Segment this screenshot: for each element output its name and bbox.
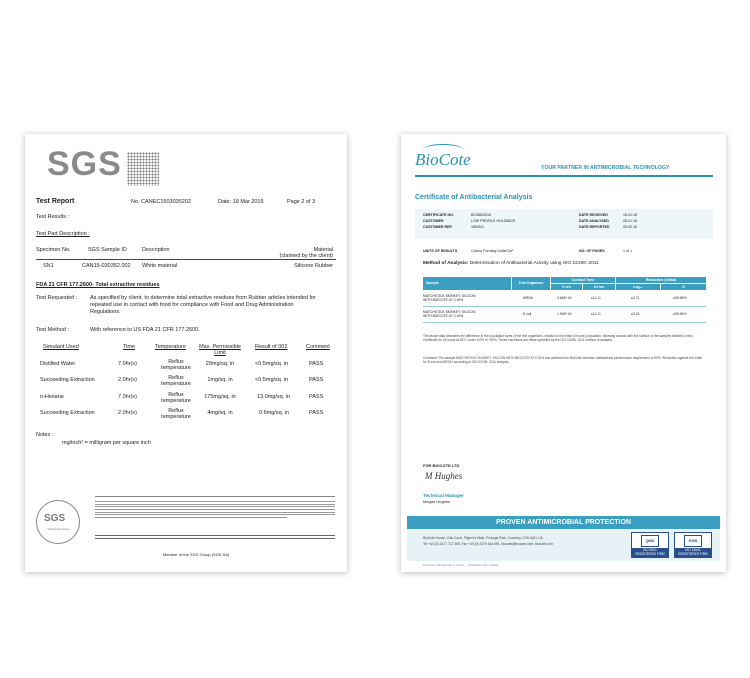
certificate-title: Certificate of Antibacterial Analysis: [415, 194, 533, 201]
info-value: 28.01.18: [623, 219, 637, 223]
th-log: Log₁₀: [616, 284, 660, 290]
td-0hrs: 1.94E+04: [557, 312, 572, 316]
row-time: 7.0hr(s): [118, 394, 137, 400]
sgs-logo: [47, 144, 159, 184]
iso-9001-badge: [631, 532, 669, 558]
procedure-footnote: Procedure: FM Appendix 1 | Issue 4 — 15/03/2021 | Ref.: Hughes: [423, 564, 499, 567]
signature: M Hughes: [425, 471, 463, 481]
row-limit: 175mg/sq. in: [204, 394, 236, 400]
results-comment: Comment: The sample MATCHSTICK MONKEY, SILICON WITH BIOCOTE AT 0.15% has achieved the BioCote minimum antibacterial performance requirement of 90% *Reduction against the Initial for E.coli and MRSA* according to ISO 22196: 2011 analysis.: [423, 356, 702, 365]
sgs-member-line: Member of the SGS Group (SGS SA): [163, 552, 230, 557]
biocote-logo: BioCote: [415, 150, 471, 169]
row-temp-2: temperature: [161, 381, 191, 387]
info-label: CERTIFICATE NO.: [423, 213, 454, 217]
col-max-limit-2: Limit: [214, 350, 226, 356]
report-date: Date: 18 Mar 2015: [218, 199, 264, 205]
test-results-label: Test Results :: [36, 214, 70, 220]
sgs-logo-text: SGS: [47, 145, 122, 183]
iso-14001-subtext: REGISTERED FIRM: [678, 552, 708, 557]
td-sample: MATCHSTICK MONKEY, SILICON: [423, 294, 476, 298]
report-page: Page 2 of 3: [287, 199, 316, 205]
td-sample-2: WITH BIOCOTE AT 0.15%: [423, 298, 464, 302]
sgs-test-report-page: [25, 134, 347, 572]
results-explanation: The above data describes the difference in the population sizes of the test organisms, relative to the initial (0 hours) population, following contact with the surface of the samples detailed in this Certificate for 24 hours at 35°C under a RH of >90%. These conditions are those specified by the ISO 22196: 2011 method of analysis.: [423, 334, 693, 343]
biocote-tagline: YOUR PARTNER IN ANTIMICROBIAL TECHNOLOGY: [541, 165, 670, 171]
signer-name: Megan Hughes: [423, 499, 451, 504]
row-limit: 20mg/sq. in: [205, 361, 235, 367]
row-temp-2: temperature: [161, 398, 191, 404]
row-time: 2.0hr(s): [118, 377, 137, 383]
th-0hrs: 0 hrs: [551, 284, 582, 290]
col-temperature: Temperature: [155, 344, 186, 350]
notes-label: Notes :: [36, 432, 54, 438]
th-contact: Contact Time: [551, 277, 615, 283]
description-value: White material: [142, 263, 178, 269]
th-pct: %: [661, 284, 706, 290]
notes-text: mg/inch² = milligram per square inch: [62, 440, 151, 446]
th-24hrs: 24 hrs: [583, 284, 615, 290]
sgs-address-block: [95, 534, 335, 541]
col-simulant: Simulant Used: [43, 344, 79, 350]
td-0hrs: 3.66E+04: [557, 296, 572, 300]
info-value: 180/021: [471, 225, 484, 229]
col-time: Time: [123, 344, 136, 350]
sgs-terms-fine-print: [95, 495, 335, 533]
row-temp: Reflux: [168, 359, 184, 365]
report-title: Test Report: [36, 198, 75, 205]
sample-id-value: CAN15-030352.002: [82, 263, 131, 269]
row-temp: Reflux: [168, 408, 184, 414]
td-pct: ≥99.94%: [673, 312, 687, 316]
row-comment: PASS: [309, 410, 324, 416]
material-value: Silicone Rubber: [294, 263, 333, 269]
material-header: Material: [313, 247, 333, 253]
td-log: ≥3.24: [631, 312, 640, 316]
test-requested-label: Test Requested :: [36, 295, 78, 301]
col-max-limit: Max. Permissible: [199, 344, 241, 350]
th-reduction: Reduction (Initial): [616, 277, 706, 283]
specimen-value: SN1: [43, 263, 54, 269]
qms-icon: QMS: [641, 535, 659, 547]
test-part-description-label: Test Part Description :: [36, 231, 90, 237]
info-value: LOW PROFILE HOLDINGS: [471, 219, 516, 223]
row-result: 0.6mg/sq. in: [259, 410, 289, 416]
ems-icon: EMS: [684, 535, 702, 547]
pages-label: NO. OF PAGES: [579, 249, 605, 253]
info-label: DATE REPORTED: [579, 225, 610, 229]
method-of-analysis: [423, 261, 599, 266]
td-log: ≥3.71: [631, 296, 640, 300]
sgs-seal-subtext: Testing Services: [47, 527, 69, 531]
sgs-seal-text: SGS: [44, 513, 66, 524]
specimen-header: Specimen No.: [36, 247, 71, 253]
th-organism: Test Organism: [512, 277, 550, 290]
method-label: Method of Analysis:: [423, 261, 469, 266]
iso-9001-text: ISO 9001: [643, 548, 657, 552]
iso-14001-label: [675, 548, 711, 557]
td-organism: E.coli: [523, 312, 532, 316]
row-temp: Reflux: [168, 392, 184, 398]
td-24hrs: ≤11.11: [591, 296, 601, 300]
td-24hrs: ≤11.11: [591, 312, 601, 316]
info-value: 15.01.18: [623, 213, 637, 217]
info-label: DATE ANALYSED: [579, 219, 609, 223]
address-line-1: BioCote House, Oak Court, Pilgrim's Walk, Prologis Park, Coventry, CV6 4QH, UK: [423, 536, 543, 540]
divider: [423, 322, 706, 323]
info-value: BC085/2018: [471, 213, 491, 217]
certificate-info-panel: [415, 209, 713, 239]
info-value: 05.02.18: [623, 225, 637, 229]
td-pct: ≥99.98%: [673, 296, 687, 300]
row-simulant: Distilled Water: [40, 361, 76, 367]
method-value: Determination of Antibacterial Activity using ISO 22196: 2011: [469, 261, 599, 266]
for-biocote-label: FOR BIOCOTE LTD: [423, 463, 460, 468]
row-comment: PASS: [309, 394, 324, 400]
row-temp-2: temperature: [161, 414, 191, 420]
col-comment: Comment: [306, 344, 330, 350]
sample-id-header: SGS Sample ID: [88, 247, 127, 253]
col-result: Result of 002: [255, 344, 288, 350]
proven-protection-banner: PROVEN ANTIMICROBIAL PROTECTION: [407, 516, 720, 529]
units-label: UNITS OF RESULTS: [423, 249, 458, 253]
test-requested-line-1: As specified by client, to determine total extractive residues from Rubber articles intended for: [90, 295, 316, 301]
row-time: 2.0hr(s): [118, 410, 137, 416]
report-number: No. CANEC1503035202: [131, 199, 191, 205]
row-result: <0.5mg/sq. in: [255, 361, 289, 367]
material-header-note: (claimed by the client): [279, 253, 333, 259]
test-method-label: Test Method :: [36, 327, 70, 333]
iso-14001-badge: [674, 532, 712, 558]
row-temp-2: temperature: [161, 365, 191, 371]
row-simulant: Succeeding Extraction: [40, 410, 95, 416]
divider: [415, 175, 713, 177]
iso-9001-label: [632, 548, 668, 557]
row-result: <0.5mg/sq. in: [255, 377, 289, 383]
th-sample: Sample: [423, 277, 511, 290]
sgs-seal-stamp: [36, 500, 80, 544]
info-label: CUSTOMER: [423, 219, 444, 223]
divider: [423, 306, 706, 307]
test-requested-line-3: Regulations.: [90, 309, 121, 315]
address-line-2: Tel +44 (0) 2477 712 489, Fax +44 (0) 2476 618 691, biocote@biocote.com, biocote.com: [423, 542, 553, 546]
row-time: 7.0hr(s): [118, 361, 137, 367]
iso-14001-text: ISO 14001: [685, 548, 701, 552]
td-sample: MATCHSTICK MONKEY, SILICON: [423, 310, 476, 314]
td-sample-2: WITH BIOCOTE AT 0.15%: [423, 314, 464, 318]
info-label: DATE RECEIVED: [579, 213, 608, 217]
test-requested-line-2: repeated use in contact with food for compliance with Food and Drug Administration: [90, 302, 294, 308]
sgs-logo-dot-pattern: [127, 152, 159, 186]
row-simulant: Succeeding Extraction: [40, 377, 95, 383]
info-label: CUSTOMER REF.: [423, 225, 453, 229]
units-value: Colony Forming Units/Cm²: [471, 249, 514, 253]
pages-value: 1 of 1: [623, 249, 632, 253]
row-comment: PASS: [309, 361, 324, 367]
row-comment: PASS: [309, 377, 324, 383]
td-organism: MRSA: [523, 296, 533, 300]
test-method-value: With reference to US FDA 21 CFR 177.2600.: [90, 327, 200, 333]
standard-heading: FDA 21 CFR 177.2600- Total extractive residues: [36, 282, 160, 288]
iso-9001-subtext: REGISTERED FIRM: [635, 552, 665, 557]
row-limit: 4mg/sq. in: [207, 410, 233, 416]
divider: [36, 259, 336, 260]
row-temp: Reflux: [168, 375, 184, 381]
row-simulant: n-Hexane: [40, 394, 64, 400]
signer-role: Technical Manager: [423, 493, 465, 498]
biocote-certificate-page: [401, 134, 726, 572]
row-limit: 1mg/sq. in: [207, 377, 233, 383]
row-result: 13.0mg/sq. in: [257, 394, 291, 400]
description-header: Description: [142, 247, 170, 253]
